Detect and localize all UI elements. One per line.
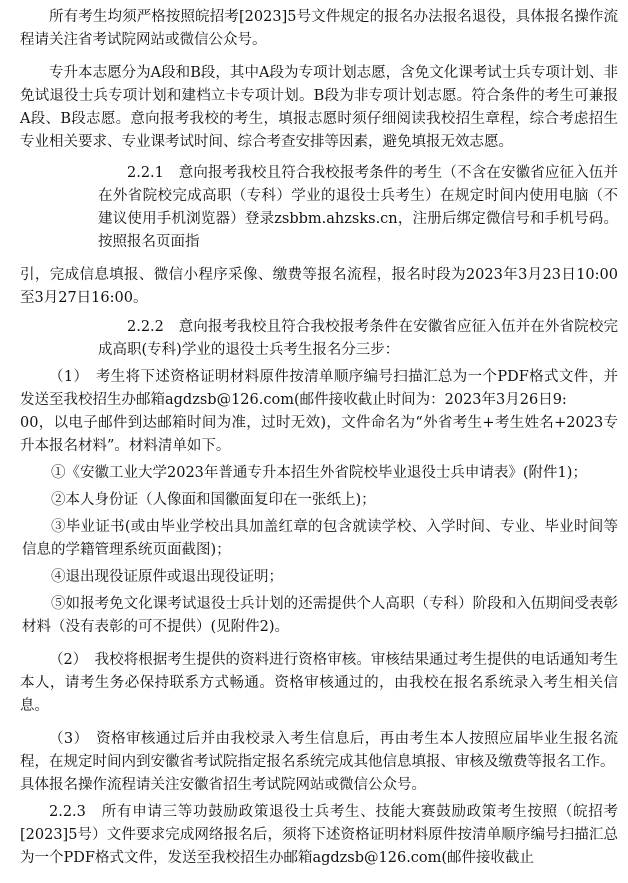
- paragraph-2-2-2: 2.2.2 意向报考我校且符合我校报考条件在安徽省应征入伍并在外省院校完成高职(专科)学业的退役士兵考生报名分三步：: [98, 319, 618, 358]
- list-item-commendation-materials: ⑤如报考免文化课考试退役士兵计划的还需提供个人高职（专科）阶段和入伍期间受表彰材料（没有表彰的可不提供）(见附件2)。: [22, 596, 618, 635]
- paragraph-2-2-1-continued: 引，完成信息填报、微信小程序采像、缴费等报名流程，报名时段为2023年3月23日10:00至3月27日16:00。: [20, 267, 618, 306]
- list-item-application-form: ①《安徽工业大学2023年普通专升本招生外省院校毕业退役士兵申请表》(附件1)；: [51, 465, 587, 481]
- paragraph-registration-method: 所有考生均须严格按照皖招考[2023]5号文件规定的报名办法报名退役，具体报名操作流程请关注省考试院网站或微信公众号。: [20, 9, 618, 48]
- paragraph-step-1: （1） 考生将下述资格证明材料原件按清单顺序编号扫描汇总为一个PDF格式文件，并发送至我校招生办邮箱agdzsb@126.com(邮件接收截止时间为：2023年3月26日9:: [20, 369, 618, 408]
- list-item-id-card: ②本人身份证（人像面和国徽面复印在一张纸上)；: [51, 492, 376, 508]
- paragraph-step-2: （2） 我校将根据考生提供的资料进行资格审核。审核结果通过考生提供的电话通知考生本人，请考生务必保持联系方式畅通。资格审核通过的，由我校在报名系统录入考生相关信息。: [20, 652, 618, 714]
- paragraph-2-2-1: 2.2.1 意向报考我校且符合我校报考条件的考生（不含在安徽省应征入伍并在外省院校完成高职（专科）学业的退役士兵考生）在规定时间内使用电脑（不建议使用手机浏览器）登录zsbbm.ahzsks.cn，注册后绑定微信号和手机号码。按照报名页面指: [98, 165, 618, 250]
- list-item-diploma: ③毕业证书(或由毕业学校出具加盖红章的包含就读学校、入学时间、专业、毕业时间等信息的学籍管理系统页面截图)；: [22, 519, 618, 558]
- paragraph-follow-notice: 具体报名操作流程请关注安徽省招生考试院网站或微信公众号。: [20, 777, 426, 793]
- list-item-discharge-certificate: ④退出现役证原件或退出现役证明；: [51, 569, 283, 585]
- paragraph-2-2-3: 2.2.3 所有申请三等功鼓励政策退役士兵考生、技能大赛鼓励政策考生按照（皖招考[2023]5号）文件要求完成网络报名后，须将下述资格证明材料原件按清单顺序编号扫描汇总为一个PDF格式文件，发送至我校招生办邮箱agdzsb@126.com(邮件接收截止: [20, 804, 618, 866]
- paragraph-step-3: （3） 资格审核通过后并由我校录入考生信息后，再由考生本人按照应届毕业生报名流程，在规定时间内到安徽省考试院指定报名系统完成其他信息填报、审核及缴费等报名工作。: [20, 731, 618, 770]
- paragraph-volunteer-sections: 专升本志愿分为A段和B段，其中A段为专项计划志愿，含免文化课考试士兵专项计划、非免试退役士兵专项计划和建档立卡专项计划。B段为非专项计划志愿。符合条件的考生可兼报A段、B段志愿。意向报考我校的考生，填报志愿时须仔细阅读我校招生章程，综合考虑招生专业相关要求、专业课考试时间、综合考查安排等因素，避免填报无效志愿。: [20, 65, 618, 150]
- paragraph-step-1-continued: 00，以电子邮件到达邮箱时间为准，过时无效)，文件命名为“外省考生+考生姓名+2023专升本报名材料”。材料清单如下。: [20, 415, 618, 454]
